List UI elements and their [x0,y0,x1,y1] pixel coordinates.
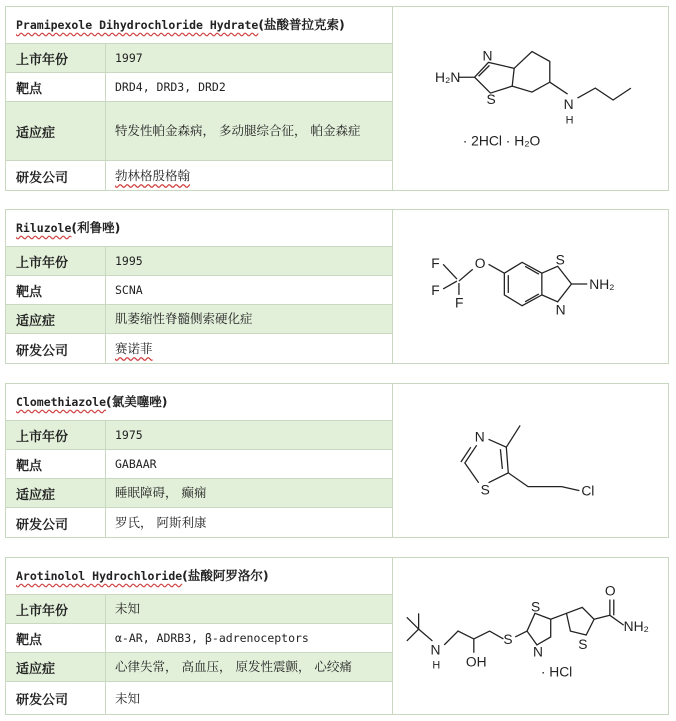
structure-arotinolol [393,558,668,714]
value-target: SCNA [115,283,143,297]
row-target [6,624,392,653]
structure-riluzole [393,210,668,363]
row-year [6,247,392,276]
label-company: 研发公司 [6,334,106,364]
drug-info-table [6,558,393,714]
label-company: 研发公司 [6,682,106,715]
atom-label: OH [465,654,487,670]
value-indication: 心律失常， 高血压， 原发性震颤， 心绞痛 [115,659,352,674]
drug-card-arotinolol [5,557,669,715]
atom-label: N [563,95,574,112]
value-company: 罗氏， 阿斯利康 [115,515,207,530]
value-company: 赛诺菲 [115,341,153,356]
structure-clomethiazole [393,384,668,537]
atom-label: N [555,301,566,318]
atom-label: H₂N [435,69,461,86]
row-company [6,334,392,364]
atom-label: NH₂ [589,275,615,292]
row-target [6,276,392,305]
value-indication: 特发性帕金森病， 多动腿综合征， 帕金森症 [115,123,361,138]
label-target: 靶点 [6,450,106,478]
value-company: 勃林格殷格翰 [115,168,191,183]
atom-label: S [480,481,490,498]
atom-label: O [474,255,486,272]
label-indication: 适应症 [6,102,106,160]
value-indication: 肌萎缩性脊髓侧索硬化症 [115,311,253,326]
salt-label: · 2HCl · H₂O [462,132,541,149]
row-indication [6,305,392,334]
row-company [6,161,392,191]
atom-label: H [432,659,441,672]
drug-name-cn: (氯美噻唑) [106,394,168,409]
row-year [6,421,392,450]
atom-label: S [578,636,588,652]
value-target: GABAAR [115,457,157,471]
value-indication: 睡眠障碍， 癫痫 [115,485,207,500]
drug-name-cn: (盐酸阿罗洛尔) [182,568,269,583]
drug-name-en: Clomethiazole [16,395,107,409]
label-company: 研发公司 [6,508,106,538]
atom-label: F [454,294,464,311]
row-company [6,508,392,538]
drug-name-cn: (盐酸普拉克索) [258,17,345,32]
value-year: 未知 [115,601,141,616]
molecule-image [393,558,668,714]
value-year: 1997 [115,51,143,65]
drug-name-cn: (利鲁唑) [71,220,121,235]
label-indication: 适应症 [6,479,106,507]
row-indication [6,479,392,508]
drug-card-riluzole [5,209,669,364]
drug-info-table [6,210,393,363]
atom-label: S [530,599,541,615]
atom-label: S [503,631,513,647]
atom-label: N [474,428,485,445]
drug-title [6,7,392,44]
atom-label: N [430,642,441,658]
drug-name-en: Arotinolol Hydrochloride [16,569,183,583]
value-year: 1975 [115,428,143,442]
row-target [6,73,392,102]
atom-label: H [565,114,574,127]
drug-title [6,210,392,247]
row-year [6,44,392,73]
atom-label: O [604,583,616,599]
label-target: 靶点 [6,624,106,652]
value-target: α-AR, ADRB3, β-adrenoceptors [115,631,309,645]
drug-info-table [6,7,393,190]
atom-label: NH₂ [623,619,649,635]
atom-label: F [431,255,440,272]
atom-label: S [555,251,565,268]
atom-label: N [482,47,493,64]
row-indication [6,102,392,161]
drug-title [6,384,392,421]
molecule-image [393,210,668,363]
atom-label: Cl [581,482,595,499]
label-year: 上市年份 [6,595,106,623]
drug-title [6,558,392,595]
label-year: 上市年份 [6,421,106,449]
drug-card-pramipexole [5,6,669,191]
atom-label: N [532,644,543,660]
label-indication: 适应症 [6,653,106,681]
label-year: 上市年份 [6,44,106,72]
drug-info-table [6,384,393,537]
row-target [6,450,392,479]
value-company: 未知 [115,690,141,706]
row-year [6,595,392,624]
drug-name-en: Riluzole [16,221,72,235]
atom-label: S [486,90,496,107]
value-year: 1995 [115,254,143,268]
label-target: 靶点 [6,73,106,101]
row-company [6,682,392,715]
molecule-image [393,7,668,190]
row-indication [6,653,392,682]
label-indication: 适应症 [6,305,106,333]
drug-card-clomethiazole [5,383,669,538]
atom-label: F [431,281,440,298]
salt-label: · HCl [540,664,573,680]
molecule-image [393,384,668,537]
drug-name-en: Pramipexole Dihydrochloride Hydrate [16,18,259,32]
label-year: 上市年份 [6,247,106,275]
value-target: DRD4, DRD3, DRD2 [115,80,226,94]
structure-pramipexole [393,7,668,190]
label-company: 研发公司 [6,161,106,191]
label-target: 靶点 [6,276,106,304]
